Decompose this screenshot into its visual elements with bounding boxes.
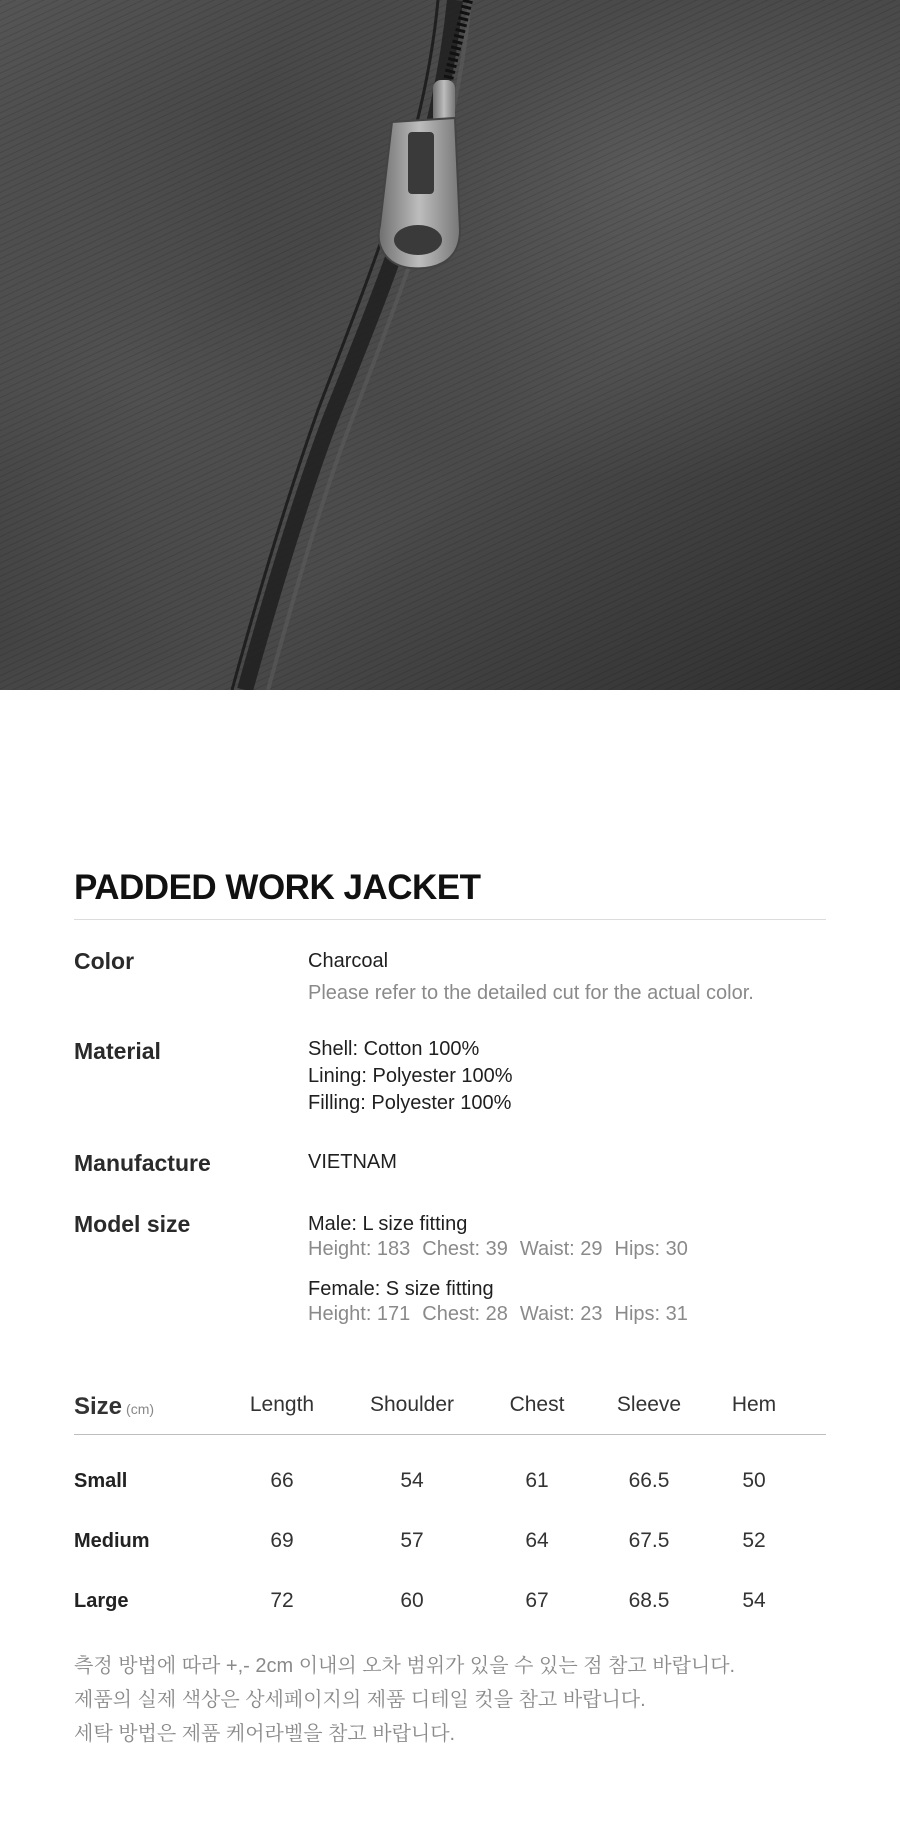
row-label-small: Small xyxy=(74,1470,128,1492)
female-fit: Female: S size fitting xyxy=(308,1278,494,1300)
row-label-medium: Medium xyxy=(74,1530,150,1552)
male-chest: Chest: 39 xyxy=(422,1238,508,1260)
color-label: Color xyxy=(74,948,135,974)
col-length: Length xyxy=(249,1393,315,1416)
male-height: Height: 183 xyxy=(308,1238,411,1260)
table-cell: 64 xyxy=(525,1529,549,1552)
table-cell: 57 xyxy=(400,1529,424,1552)
color-value: Charcoal xyxy=(308,950,389,972)
note-care: 세탁 방법은 제품 케어라벨을 참고 바랍니다. xyxy=(74,1723,456,1745)
male-fit: Male: L size fitting xyxy=(308,1213,468,1235)
male-hips: Hips: 30 xyxy=(614,1238,688,1260)
manufacture-value: VIETNAM xyxy=(308,1151,397,1173)
table-cell: 60 xyxy=(400,1589,424,1612)
product-title: PADDED WORK JACKET xyxy=(74,868,481,907)
material-label: Material xyxy=(74,1038,161,1064)
size-title: Size xyxy=(74,1393,123,1420)
female-chest: Chest: 28 xyxy=(422,1303,508,1325)
title-divider xyxy=(74,919,826,920)
table-cell: 54 xyxy=(742,1589,766,1612)
note-measurement: 측정 방법에 따라 +,- 2cm 이내의 오차 범위가 있을 수 있는 점 참고 바랍니다. xyxy=(74,1655,736,1677)
col-chest: Chest xyxy=(509,1393,565,1416)
table-cell: 61 xyxy=(525,1469,549,1492)
col-shoulder: Shoulder xyxy=(369,1393,455,1416)
table-cell: 69 xyxy=(270,1529,294,1552)
female-measurements xyxy=(308,1301,700,1328)
female-hips: Hips: 31 xyxy=(614,1303,688,1325)
size-table-divider xyxy=(74,1434,826,1435)
col-hem: Hem xyxy=(731,1393,777,1416)
size-unit: (cm) xyxy=(126,1401,155,1417)
male-waist: Waist: 29 xyxy=(519,1238,603,1260)
col-sleeve: Sleeve xyxy=(616,1393,682,1416)
male-measurements xyxy=(308,1236,700,1263)
size-table-title xyxy=(74,1393,154,1421)
table-cell: 52 xyxy=(742,1529,766,1552)
table-cell: 66.5 xyxy=(628,1469,670,1492)
product-photo xyxy=(0,0,900,690)
table-cell: 72 xyxy=(270,1589,294,1612)
female-height: Height: 171 xyxy=(308,1303,411,1325)
table-cell: 54 xyxy=(400,1469,424,1492)
row-label-large: Large xyxy=(74,1590,129,1612)
table-cell: 67 xyxy=(525,1589,549,1612)
material-filling: Filling: Polyester 100% xyxy=(308,1092,512,1114)
table-cell: 68.5 xyxy=(628,1589,670,1612)
jacket-zipper-closeup-photo xyxy=(0,0,900,690)
table-cell: 50 xyxy=(742,1469,766,1492)
manufacture-label: Manufacture xyxy=(74,1150,211,1176)
material-lining: Lining: Polyester 100% xyxy=(308,1065,513,1087)
material-shell: Shell: Cotton 100% xyxy=(308,1038,480,1060)
note-color: 제품의 실제 색상은 상세페이지의 제품 디테일 컷을 참고 바랍니다. xyxy=(74,1689,646,1711)
color-note: Please refer to the detailed cut for the actual color. xyxy=(308,982,754,1004)
model-size-label: Model size xyxy=(74,1211,191,1237)
table-cell: 67.5 xyxy=(628,1529,670,1552)
table-cell: 66 xyxy=(270,1469,294,1492)
female-waist: Waist: 23 xyxy=(519,1303,603,1325)
